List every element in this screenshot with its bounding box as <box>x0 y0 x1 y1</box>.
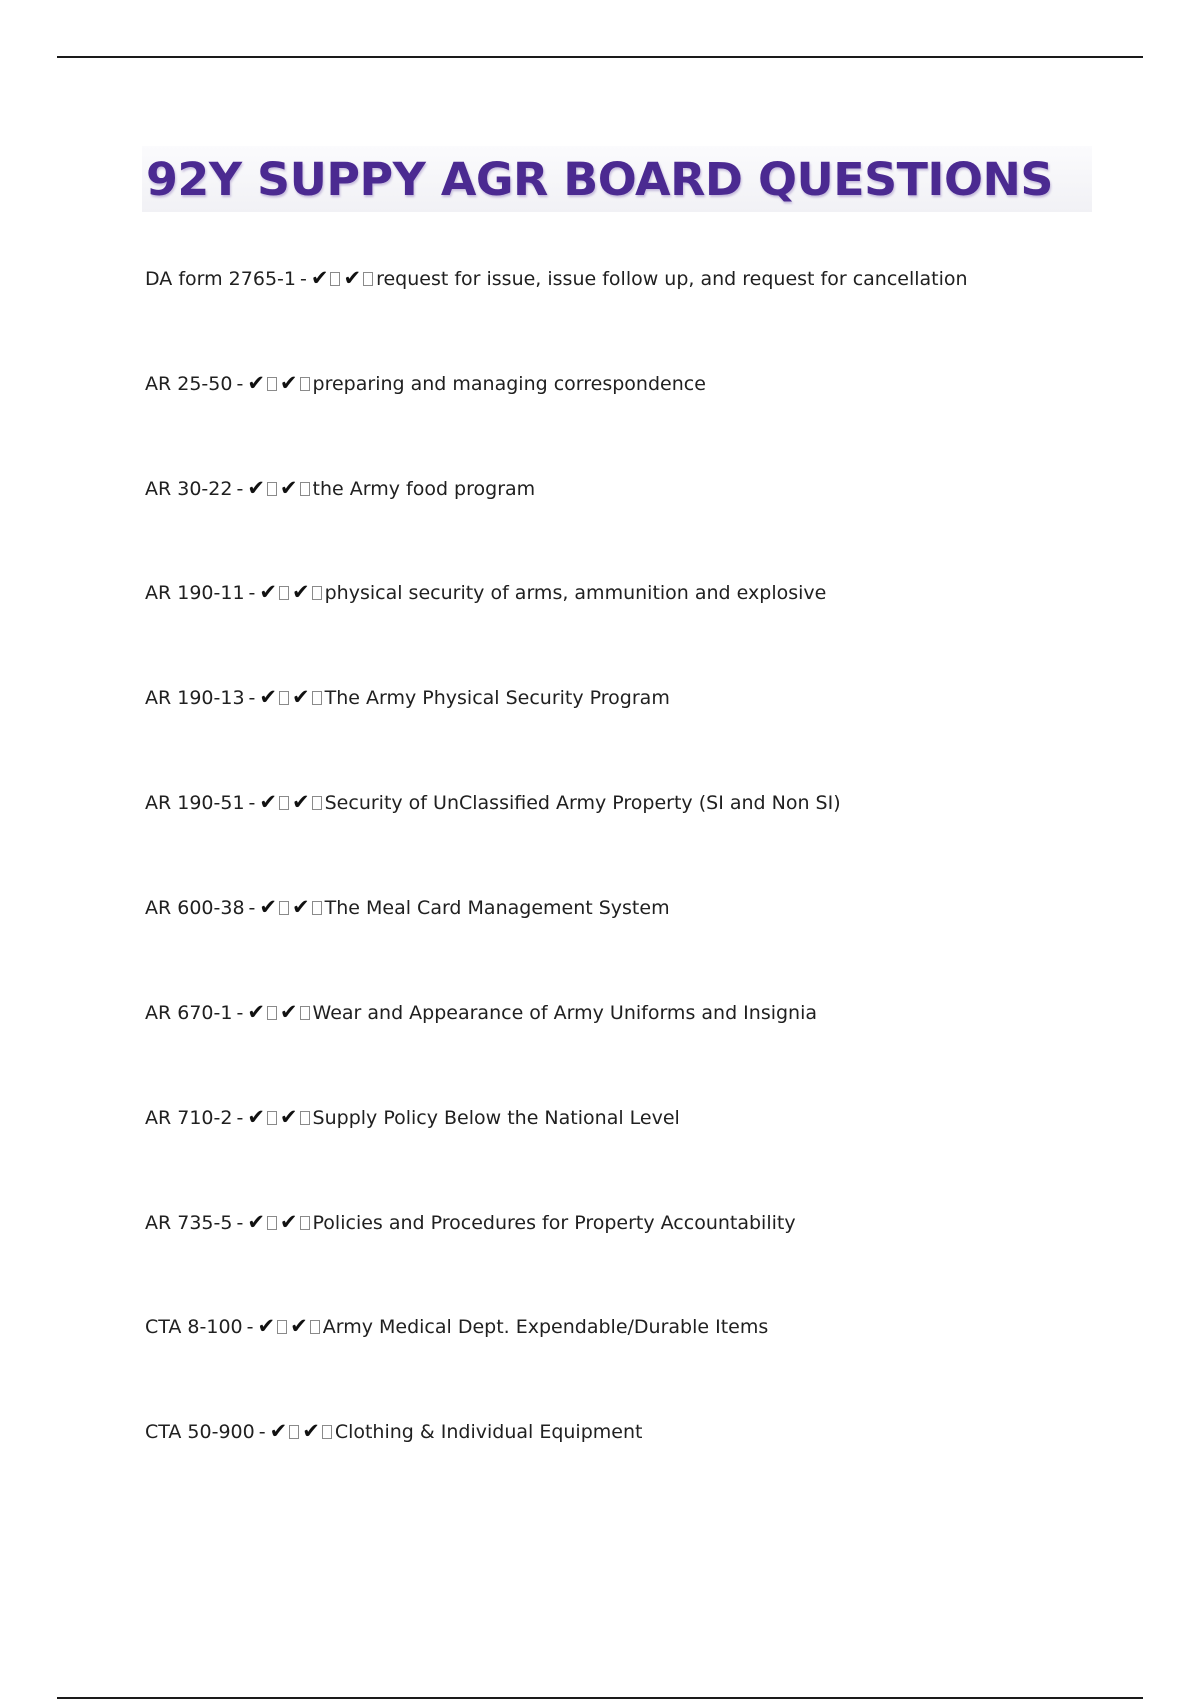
check-icon: ✔ <box>279 1000 298 1024</box>
check-icon: ✔ <box>247 1105 265 1129</box>
check-icon: ✔ <box>259 580 278 604</box>
entry-term: AR 735-5 <box>145 1212 233 1234</box>
entry-term: AR 190-11 <box>145 582 245 604</box>
box-icon <box>267 1111 277 1125</box>
entry-term: AR 670-1 <box>145 1002 233 1024</box>
check-icon: ✔ <box>279 1210 298 1234</box>
entry-term: AR 600-38 <box>145 897 245 919</box>
box-icon <box>322 1425 332 1439</box>
box-icon <box>312 796 322 810</box>
entry-definition: Wear and Appearance of Army Uniforms and Insignia <box>312 1002 818 1024</box>
check-icon: ✔ <box>247 371 265 395</box>
bottom-divider <box>57 1697 1143 1699</box>
entry-term: AR 30-22 <box>145 478 233 500</box>
box-icon <box>267 1216 277 1230</box>
list-item: AR 670-1 - ✔ ✔ Wear and Appearance of Army Uniforms and Insignia <box>145 1000 818 1024</box>
check-icon: ✔ <box>247 1210 265 1234</box>
box-icon <box>312 586 322 600</box>
page-title: 92Y SUPPY AGR BOARD QUESTIONS <box>146 152 1053 206</box>
list-item: AR 735-5 - ✔ ✔ Policies and Procedures for Property Accountability <box>145 1210 796 1234</box>
box-icon <box>312 691 322 705</box>
check-icon: ✔ <box>279 371 298 395</box>
check-icon: ✔ <box>247 1000 265 1024</box>
box-icon <box>267 377 277 391</box>
list-item: AR 710-2 - ✔ ✔ Supply Policy Below the National Level <box>145 1105 680 1129</box>
check-icon: ✔ <box>279 476 298 500</box>
entry-term: CTA 50-900 <box>145 1421 255 1443</box>
list-item: AR 190-13 - ✔ ✔ The Army Physical Security Program <box>145 685 670 709</box>
entry-definition: Security of UnClassified Army Property (SI and Non SI) <box>324 792 841 814</box>
box-icon <box>363 272 373 286</box>
check-icon: ✔ <box>259 790 278 814</box>
box-icon <box>279 586 289 600</box>
entry-definition: Supply Policy Below the National Level <box>312 1107 680 1129</box>
box-icon <box>267 1006 277 1020</box>
list-item: CTA 8-100 - ✔ ✔ Army Medical Dept. Expendable/Durable Items <box>145 1314 769 1338</box>
entry-term: DA form 2765-1 <box>145 268 296 290</box>
box-icon <box>300 377 310 391</box>
list-item: AR 600-38 - ✔ ✔ The Meal Card Management System <box>145 895 670 919</box>
box-icon <box>300 482 310 496</box>
entry-definition: the Army food program <box>312 478 536 500</box>
title-banner <box>142 146 1092 212</box>
box-icon <box>312 901 322 915</box>
box-icon <box>300 1006 310 1020</box>
check-icon: ✔ <box>292 580 310 604</box>
box-icon <box>310 1320 320 1334</box>
entry-definition: physical security of arms, ammunition and explosive <box>324 582 827 604</box>
entry-definition: Clothing & Individual Equipment <box>334 1421 643 1443</box>
entry-term: AR 190-51 <box>145 792 245 814</box>
entry-definition: The Meal Card Management System <box>324 897 670 919</box>
check-icon: ✔ <box>279 1105 298 1129</box>
check-icon: ✔ <box>269 1419 288 1443</box>
box-icon <box>277 1320 287 1334</box>
check-icon: ✔ <box>259 685 278 709</box>
list-item: AR 30-22 - ✔ ✔ the Army food program <box>145 476 536 500</box>
check-icon: ✔ <box>292 790 310 814</box>
entry-term: AR 710-2 <box>145 1107 233 1129</box>
check-icon: ✔ <box>290 1314 308 1338</box>
entry-term: CTA 8-100 <box>145 1316 243 1338</box>
check-icon: ✔ <box>292 895 310 919</box>
entry-term: AR 190-13 <box>145 687 245 709</box>
box-icon <box>289 1425 299 1439</box>
list-item: CTA 50-900 - ✔ ✔ Clothing & Individual Equipment <box>145 1419 643 1443</box>
entry-definition: preparing and managing correspondence <box>312 373 706 395</box>
list-item: AR 190-51 - ✔ ✔ Security of UnClassified Army Property (SI and Non SI) <box>145 790 841 814</box>
check-icon: ✔ <box>302 1419 320 1443</box>
entry-definition: Army Medical Dept. Expendable/Durable Items <box>322 1316 769 1338</box>
entry-definition: request for issue, issue follow up, and request for cancellation <box>376 268 968 290</box>
check-icon: ✔ <box>310 266 329 290</box>
list-item: AR 190-11 - ✔ ✔ physical security of arms, ammunition and explosive <box>145 580 827 604</box>
box-icon <box>279 796 289 810</box>
check-icon: ✔ <box>247 476 265 500</box>
box-icon <box>330 272 340 286</box>
list-item: AR 25-50 - ✔ ✔ preparing and managing correspondence <box>145 371 706 395</box>
box-icon <box>300 1111 310 1125</box>
entry-definition: The Army Physical Security Program <box>324 687 670 709</box>
box-icon <box>279 691 289 705</box>
list-item: DA form 2765-1 - ✔ ✔ request for issue, issue follow up, and request for cancellation <box>145 266 968 290</box>
entry-term: AR 25-50 <box>145 373 233 395</box>
box-icon <box>300 1216 310 1230</box>
box-icon <box>267 482 277 496</box>
check-icon: ✔ <box>343 266 362 290</box>
check-icon: ✔ <box>257 1314 276 1338</box>
top-divider <box>57 56 1143 58</box>
check-icon: ✔ <box>292 685 310 709</box>
box-icon <box>279 901 289 915</box>
check-icon: ✔ <box>259 895 278 919</box>
entry-definition: Policies and Procedures for Property Accountability <box>312 1212 796 1234</box>
